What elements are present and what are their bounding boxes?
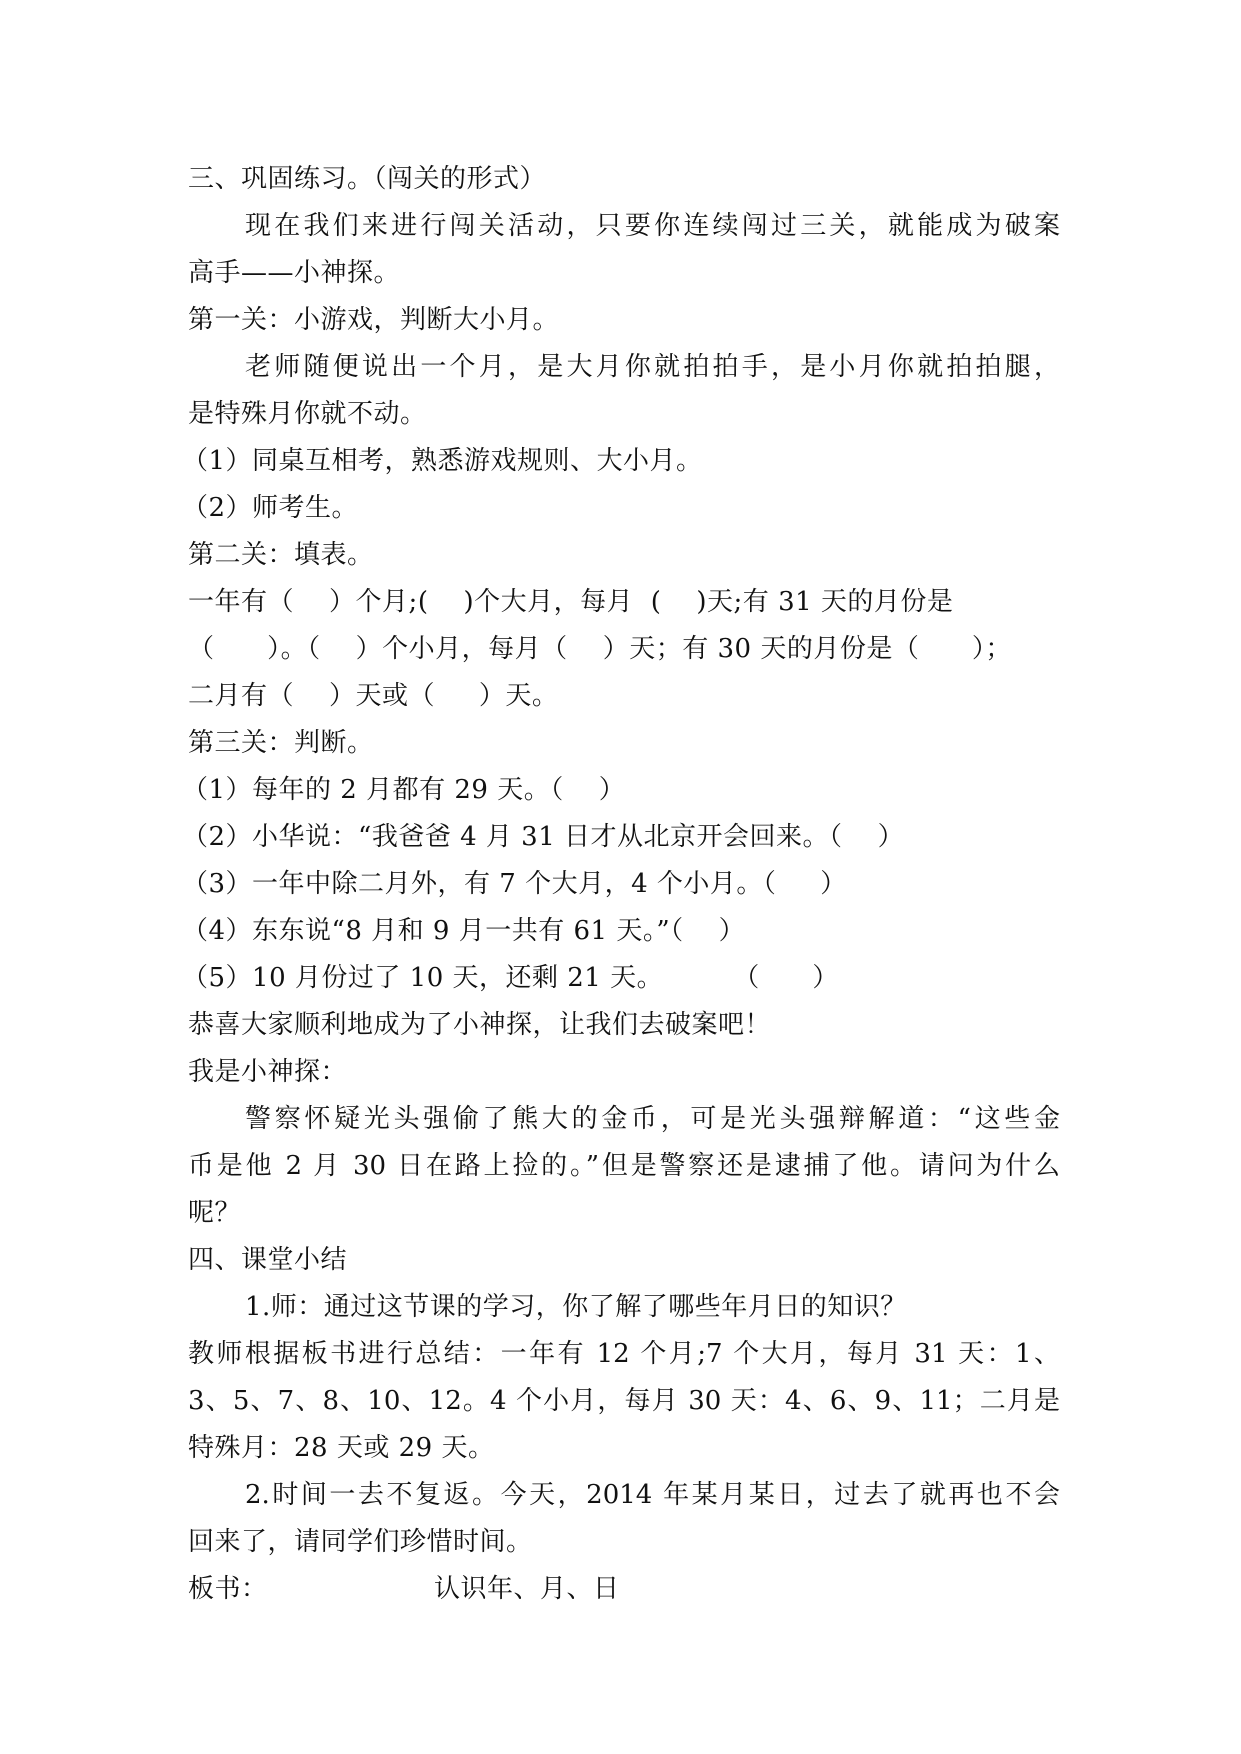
paragraph-line: 3、5、7、8、10、12。4 个小月，每月 30 天：4、6、9、11；二月是: [188, 1386, 1060, 1416]
fill-blank-line: 二月有（ ）天或（ ）天。: [188, 681, 559, 711]
paragraph-line: 现在我们来进行闯关活动，只要你连续闯过三关，就能成为破案: [245, 211, 1060, 241]
fill-blank-line: 一年有（ ）个月;( )个大月，每月 ( )天;有 31 天的月份是: [188, 587, 954, 617]
judgement-item: （1）每年的 2 月都有 29 天。（ ）: [182, 775, 626, 805]
list-item: （1）同桌互相考，熟悉游戏规则、大小月。: [182, 446, 703, 476]
paragraph-line: 币是他 2 月 30 日在路上捡的。”但是警察还是逮捕了他。请问为什么: [188, 1151, 1060, 1181]
paragraph-line: 1.师：通过这节课的学习，你了解了哪些年月日的知识？: [245, 1292, 907, 1322]
section-heading-summary: 四、课堂小结: [188, 1245, 348, 1275]
level-three-heading: 第三关：判断。: [188, 728, 374, 758]
paragraph-line: 是特殊月你就不动。: [188, 399, 427, 429]
detective-heading: 我是小神探：: [188, 1057, 348, 1087]
fill-blank-line: （ ）。（ ）个小月，每月（ ）天；有 30 天的月份是（ ）；: [188, 634, 1012, 664]
paragraph-line: 2.时间一去不复返。今天，2014 年某月某日，过去了就再也不会: [245, 1480, 1060, 1510]
paragraph-line: 回来了，请同学们珍惜时间。: [188, 1527, 533, 1557]
document-body: [182, 156, 1060, 1613]
paragraph-line: 高手——小神探。: [188, 258, 401, 288]
level-two-heading: 第二关：填表。: [188, 540, 374, 570]
paragraph-line: 恭喜大家顺利地成为了小神探，让我们去破案吧！: [188, 1010, 772, 1040]
board-writing-line: 板书： 认识年、月、日: [188, 1574, 620, 1604]
paragraph-line: 教师根据板书进行总结：一年有 12 个月;7 个大月，每月 31 天：1、: [188, 1339, 1060, 1369]
level-one-heading: 第一关：小游戏，判断大小月。: [188, 305, 560, 335]
section-heading-consolidation: 三、巩固练习。（闯关的形式）: [188, 164, 547, 194]
paragraph-line: 老师随便说出一个月，是大月你就拍拍手，是小月你就拍拍腿，: [245, 352, 1060, 382]
paragraph-line: 呢？: [188, 1198, 242, 1228]
list-item: （2）师考生。: [182, 493, 359, 523]
paragraph-line: 警察怀疑光头强偷了熊大的金币，可是光头强辩解道：“这些金: [245, 1104, 1060, 1134]
judgement-item: （2）小华说：“我爸爸 4 月 31 日才从北京开会回来。（ ）: [182, 822, 905, 852]
judgement-item: （4）东东说“8 月和 9 月一共有 61 天。”（ ）: [182, 916, 746, 946]
paragraph-line: 特殊月：28 天或 29 天。: [188, 1433, 495, 1463]
judgement-item: （5）10 月份过了 10 天，还剩 21 天。 （ ）: [182, 963, 839, 993]
judgement-item: （3）一年中除二月外，有 7 个大月，4 个小月。（ ）: [182, 869, 847, 899]
